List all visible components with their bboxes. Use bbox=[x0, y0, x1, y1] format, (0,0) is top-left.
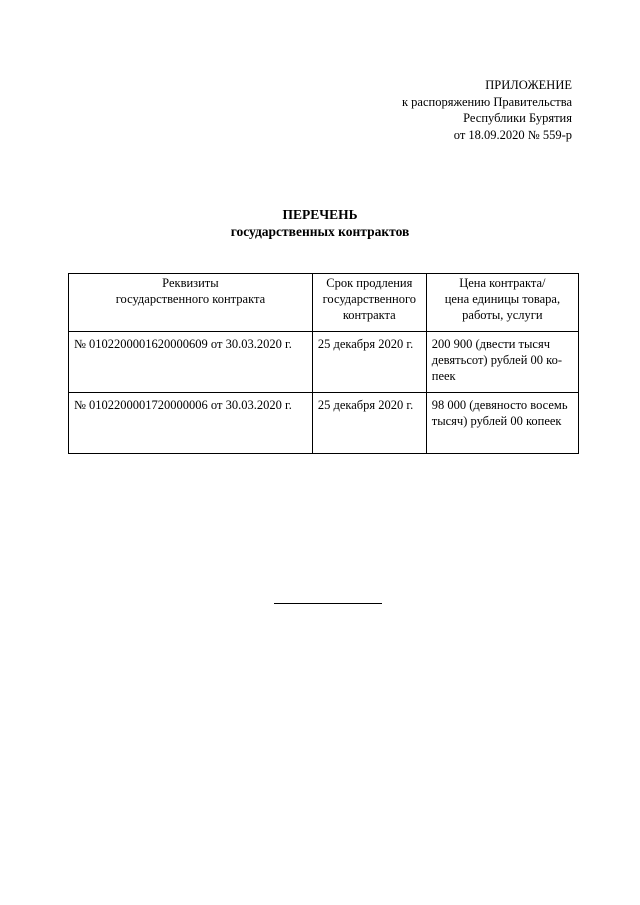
cell-price: 200 900 (двести тысяч девятьсот) рублей 00 ко- пеек bbox=[426, 332, 578, 393]
appendix-republic: Республики Бурятия bbox=[463, 111, 572, 125]
closing-rule bbox=[274, 603, 382, 604]
cell-requisites: № 0102200001620000609 от 30.03.2020 г. bbox=[69, 332, 313, 393]
cell-price: 98 000 (девяносто восемь тысяч) рублей 00 копеек bbox=[426, 393, 578, 454]
document-title bbox=[0, 206, 640, 240]
header-requisites: Реквизиты государственного контракта bbox=[69, 274, 313, 332]
table-row bbox=[69, 393, 579, 454]
table-row bbox=[69, 332, 579, 393]
title-sub: государственных контрактов bbox=[230, 224, 410, 239]
cell-term: 25 декабря 2020 г. bbox=[312, 332, 426, 393]
header-term: Срок продления государственного контракта bbox=[312, 274, 426, 332]
appendix-label: ПРИЛОЖЕНИЕ bbox=[485, 78, 572, 92]
header-price: Цена контракта/ цена единицы товара, работы, услуги bbox=[426, 274, 578, 332]
appendix-order-ref: к распоряжению Правительства bbox=[401, 94, 572, 109]
appendix-date-number: от 18.09.2020 № 559-р bbox=[453, 127, 572, 142]
cell-requisites: № 0102200001720000006 от 30.03.2020 г. bbox=[69, 393, 313, 454]
appendix-header bbox=[402, 77, 572, 143]
table-header-row bbox=[69, 274, 579, 332]
cell-term: 25 декабря 2020 г. bbox=[312, 393, 426, 454]
title-main: ПЕРЕЧЕНЬ bbox=[282, 207, 358, 222]
contracts-table bbox=[68, 273, 579, 454]
